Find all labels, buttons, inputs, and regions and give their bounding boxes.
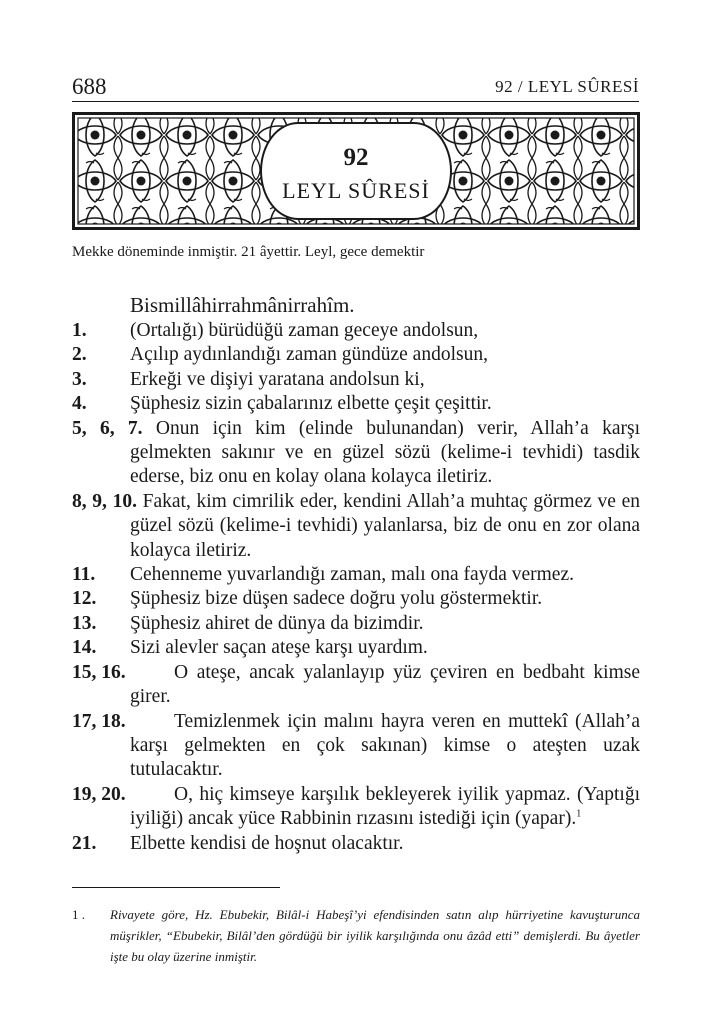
verse-body: Erkeği ve dişiyi yaratana andolsun ki, <box>130 368 425 390</box>
verse-body: Fakat, kim cimrilik eder, kendini Allah’a muhtaç görmez ve en güzel sözü (kelime-i tevhidi) yalanlarsa, biz de onu en zor olana kolayca iletiriz. <box>130 490 641 561</box>
verse <box>72 661 640 710</box>
verse-body: (Ortalığı) bürüdüğü zaman geceye andolsun, <box>130 320 479 341</box>
verse-number: 14. <box>72 637 97 659</box>
verse-text <box>72 293 640 856</box>
footnote <box>72 904 640 967</box>
verse-body: Sizi alevler saçan ateşe karşı uyardım. <box>130 637 428 659</box>
verse-number: 17, 18. <box>72 710 126 732</box>
verse-number: 5, 6, 7. <box>72 417 143 439</box>
surah-number: 92 <box>343 144 369 171</box>
verse-body: Cehenneme yuvarlandığı zaman, malı ona fayda vermez. <box>130 564 574 586</box>
verse-body: Onun için kim (elinde bulunandan) verir, Allah’a karşı gelmekten sakınır ve en güzel sözü (kelime-i tevhidi) tasdik ederse, biz onu en kolay olana kolayca iletiriz. <box>130 417 641 488</box>
basmala: Bismillâhirrahmânirrahîm. <box>130 293 355 317</box>
surah-banner <box>72 112 640 230</box>
verse <box>72 417 640 490</box>
verse-number: 12. <box>72 588 97 610</box>
verse-body: Şüphesiz sizin çabalarınız elbette çeşit çeşittir. <box>130 393 492 415</box>
verse-number: 21. <box>72 832 97 854</box>
surah-name: LEYL SÛRESİ <box>282 178 430 203</box>
verse <box>72 710 640 783</box>
footnote-ref: 1 <box>576 808 582 820</box>
verse-body: Açılıp aydınlandığı zaman gündüze andolsun, <box>130 344 488 366</box>
header-rule <box>72 101 639 102</box>
page-number: 688 <box>72 74 107 99</box>
page-header <box>72 74 639 100</box>
footnote-rule <box>72 887 280 888</box>
verse-body: O ateşe, ancak yalanlayıp yüz çeviren en bedbaht kimse girer. <box>130 661 640 708</box>
footnote-text: Rivayete göre, Hz. Ebubekir, Bilâl-i Habeşî’yi efendisinden satın alıp hürriyetine kavuşturunca müşrikler, “Ebubekir, Bilâl’den gördüğü bir iyilik karşılığında onu âzâd etti” demişlerdi. Bu âyetler işte bu olay üzerine inmiştir. <box>110 907 640 964</box>
verse <box>72 368 640 392</box>
verse <box>72 783 640 832</box>
running-title: 92 / LEYL SÛRESİ <box>495 77 639 96</box>
verse <box>72 612 640 636</box>
verse-body: Elbette kendisi de hoşnut olacaktır. <box>130 832 404 854</box>
verse <box>72 392 640 416</box>
verse-body: Temizlenmek için malını hayra veren en muttekî (Allah’a karşı gelmekten en çok sakınan) kimse o ateşten uzak tutulacaktır. <box>130 710 640 781</box>
verse-number: 11. <box>72 564 96 586</box>
verse-number: 15, 16. <box>72 661 126 683</box>
verse-number: 2. <box>72 344 87 366</box>
verse <box>72 343 640 367</box>
verse <box>72 636 640 660</box>
verse-number: 13. <box>72 612 97 634</box>
surah-intro: Mekke döneminde inmiştir. 21 âyettir. Leyl, gece demektir <box>72 244 425 260</box>
verse-body: Şüphesiz ahiret de dünya da bizimdir. <box>130 612 424 634</box>
verse <box>72 490 640 563</box>
verse <box>72 563 640 587</box>
verse-number: 1. <box>72 320 87 341</box>
verse-body: Şüphesiz bize düşen sadece doğru yolu göstermektir. <box>130 588 543 610</box>
verse <box>72 587 640 611</box>
verse-body: O, hiç kimseye karşılık bekleyerek iyilik yapmaz. (Yaptığı iyiliği) ancak yüce Rabbinin rızasını istediği için (yapar). <box>130 783 640 830</box>
verse <box>72 319 640 343</box>
verse-number: 4. <box>72 393 87 415</box>
verse-number: 8, 9, 10. <box>72 490 137 512</box>
footnote-number: 1 . <box>72 907 85 922</box>
surah-cartouche <box>260 122 452 220</box>
verse <box>72 832 640 856</box>
verse-number: 19, 20. <box>72 783 126 805</box>
verse-number: 3. <box>72 368 87 390</box>
